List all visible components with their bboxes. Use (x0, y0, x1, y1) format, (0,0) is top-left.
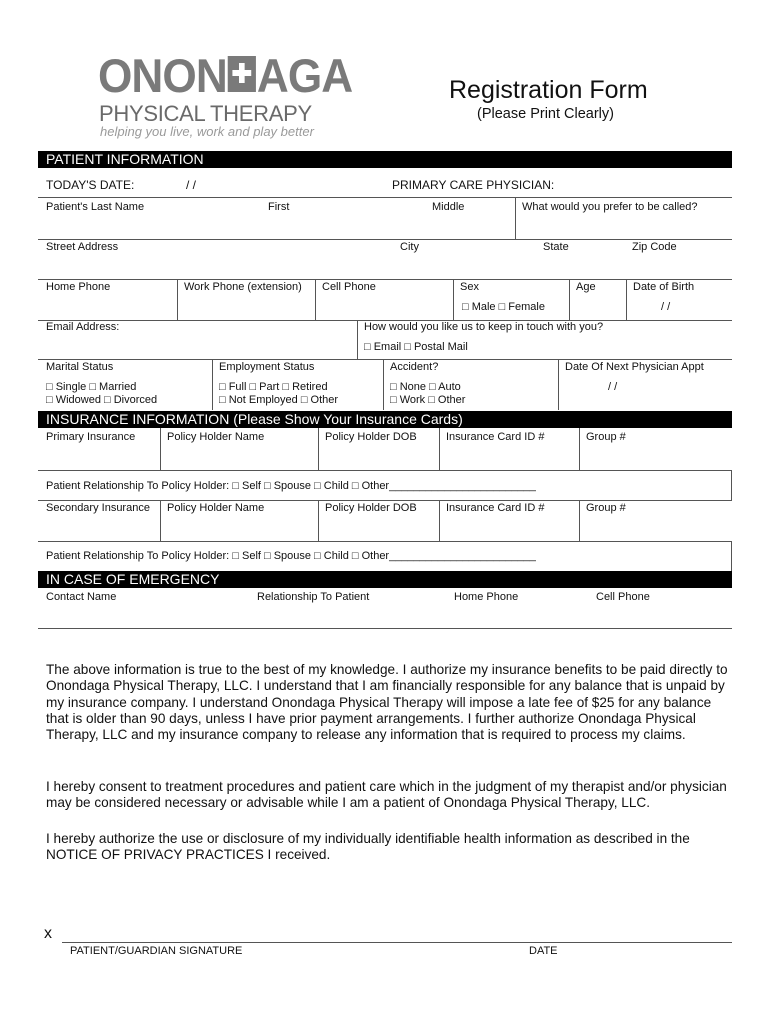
divider (38, 541, 732, 542)
todays-date-label: TODAY'S DATE: (46, 178, 135, 192)
date-of-birth-label: Date of Birth (633, 281, 695, 293)
logo-tagline: helping you live, work and play better (100, 124, 314, 139)
divider (731, 470, 732, 500)
consent-paragraph-1: The above information is true to the best of my knowledge. I authorize my insurance benefits to be paid directly to Onondaga Physical Therapy, LLC. I understand that I am financially responsible for any balance that is unpaid by my insurance company. I understand Onondaga Physical Therapy will impose a late fee of $25 for any balance that is older than 90 days, unless I have prior payment arrangements. I further authorize Onondaga Physical Therapy, LLC and my insurance company to release any information that is required to process my claims. (46, 662, 728, 743)
divider (579, 428, 580, 470)
secondary-group-label: Group # (586, 502, 626, 514)
divider (212, 359, 213, 410)
email-label: Email Address: (46, 321, 120, 333)
divider (318, 500, 319, 541)
divider (626, 279, 627, 320)
employment-checkboxes-row1[interactable]: □ Full □ Part □ Retired (219, 381, 328, 393)
cell-phone-label: Cell Phone (322, 281, 376, 293)
marital-status-checkboxes-row1[interactable]: □ Single □ Married (46, 381, 137, 393)
divider (439, 500, 440, 541)
primary-holder-dob-label: Policy Holder DOB (325, 431, 417, 443)
divider (383, 359, 384, 410)
secondary-relationship-row[interactable]: Patient Relationship To Policy Holder: □ Self □ Spouse □ Child □ Other________________________ (46, 550, 536, 562)
next-appointment-label: Date Of Next Physician Appt (565, 361, 704, 373)
divider (439, 428, 440, 470)
divider (38, 239, 732, 240)
signature-mark: x (44, 925, 52, 942)
divider (569, 279, 570, 320)
secondary-card-id-label: Insurance Card ID # (446, 502, 545, 514)
marital-status-label: Marital Status (46, 361, 114, 373)
signature-label: PATIENT/GUARDIAN SIGNATURE (70, 945, 243, 957)
first-name-label: First (268, 201, 290, 213)
secondary-holder-name-label: Policy Holder Name (167, 502, 265, 514)
emergency-cell-phone-label: Cell Phone (596, 591, 650, 603)
accident-checkboxes-row1[interactable]: □ None □ Auto (390, 381, 461, 393)
employment-status-label: Employment Status (219, 361, 315, 373)
street-address-label: Street Address (46, 241, 119, 253)
form-subtitle: (Please Print Clearly) (477, 106, 614, 122)
divider (160, 500, 161, 541)
form-title: Registration Form (449, 76, 648, 104)
age-label: Age (576, 281, 596, 293)
consent-paragraph-2: I hereby consent to treatment procedures and patient care which in the judgment of my therapist and/or physician may be considered necessary or advisable while I am a patient of Onondaga Physical Therapy, LLC. (46, 779, 727, 811)
consent-paragraph-3: I hereby authorize the use or disclosure of my individually identifiable health information as described in the NOTICE OF PRIVACY PRACTICES I received. (46, 831, 690, 863)
primary-insurance-label: Primary Insurance (46, 431, 136, 443)
section-header-emergency: IN CASE OF EMERGENCY (38, 571, 732, 588)
secondary-insurance-label: Secondary Insurance (46, 502, 150, 514)
divider (38, 470, 732, 471)
divider (731, 541, 732, 571)
divider (177, 279, 178, 320)
accident-checkboxes-row2[interactable]: □ Work □ Other (390, 394, 466, 406)
divider (160, 428, 161, 470)
secondary-holder-dob-label: Policy Holder DOB (325, 502, 417, 514)
section-header-insurance: INSURANCE INFORMATION (Please Show Your Insurance Cards) (38, 411, 732, 428)
divider (315, 279, 316, 320)
divider (38, 279, 732, 280)
todays-date-field[interactable]: / / (186, 178, 197, 192)
section-header-patient: PATIENT INFORMATION (38, 151, 732, 168)
divider (579, 500, 580, 541)
divider (38, 628, 732, 629)
sex-label: Sex (460, 281, 479, 293)
preferred-name-label: What would you prefer to be called? (522, 201, 698, 213)
medical-cross-icon (228, 56, 256, 92)
logo-subtitle: PHYSICAL THERAPY (99, 101, 312, 126)
divider (357, 320, 358, 359)
divider (515, 198, 516, 239)
state-label: State (543, 241, 569, 253)
divider (38, 197, 732, 198)
divider (38, 500, 732, 501)
city-label: City (400, 241, 419, 253)
sex-checkboxes[interactable]: □ Male □ Female (462, 301, 545, 313)
date-of-birth-field[interactable]: / / (661, 301, 671, 313)
accident-label: Accident? (390, 361, 439, 373)
work-phone-label: Work Phone (extension) (184, 281, 302, 293)
emergency-home-phone-label: Home Phone (454, 591, 519, 603)
primary-holder-name-label: Policy Holder Name (167, 431, 265, 443)
emergency-contact-name-label: Contact Name (46, 591, 117, 603)
next-appointment-field[interactable]: / / (608, 381, 618, 393)
emergency-relationship-label: Relationship To Patient (257, 591, 370, 603)
divider (318, 428, 319, 470)
logo-text-left: ONON (98, 49, 227, 102)
marital-status-checkboxes-row2[interactable]: □ Widowed □ Divorced (46, 394, 158, 406)
signature-line[interactable] (62, 942, 732, 943)
divider (453, 279, 454, 320)
zip-code-label: Zip Code (632, 241, 677, 253)
employment-checkboxes-row2[interactable]: □ Not Employed □ Other (219, 394, 339, 406)
primary-care-physician-label: PRIMARY CARE PHYSICIAN: (392, 178, 555, 192)
primary-group-label: Group # (586, 431, 626, 443)
home-phone-label: Home Phone (46, 281, 111, 293)
divider (558, 359, 559, 410)
middle-name-label: Middle (432, 201, 465, 213)
last-name-label: Patient's Last Name (46, 201, 145, 213)
contact-preference-checkboxes[interactable]: □ Email □ Postal Mail (364, 341, 468, 353)
logo-text-right: AGA (256, 49, 353, 102)
divider (38, 359, 732, 360)
signature-date-label: DATE (529, 945, 558, 957)
contact-preference-label: How would you like us to keep in touch with you? (364, 321, 604, 333)
logo-wordmark (98, 49, 353, 102)
primary-relationship-row[interactable]: Patient Relationship To Policy Holder: □ Self □ Spouse □ Child □ Other________________________ (46, 480, 536, 492)
primary-card-id-label: Insurance Card ID # (446, 431, 545, 443)
